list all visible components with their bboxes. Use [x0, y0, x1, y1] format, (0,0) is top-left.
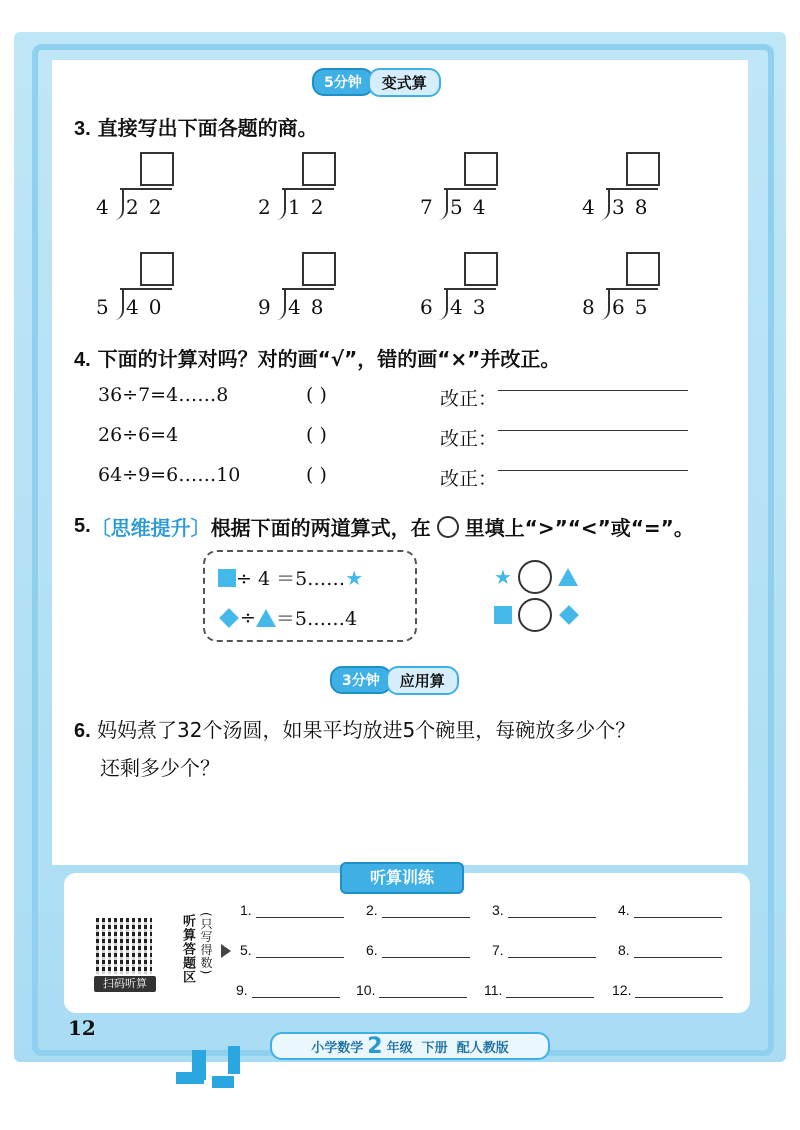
- answer-note: (只写得数): [199, 912, 213, 976]
- division-problem: 6 43: [420, 252, 510, 328]
- answer-parentheses[interactable]: ( ): [306, 464, 327, 486]
- division-problem: 7 54: [420, 152, 510, 228]
- compare-circle[interactable]: [518, 560, 552, 594]
- answer-slot[interactable]: 12.: [612, 982, 723, 998]
- calc-expression: 26÷6=4: [98, 424, 179, 446]
- correction-line[interactable]: [498, 470, 688, 471]
- division-problem: 4 22: [96, 152, 186, 228]
- compare-row-2: [494, 598, 580, 632]
- equation-1: ÷ 4 ＝5…… ★: [218, 564, 363, 591]
- decor-block: [176, 1072, 204, 1084]
- division-problem: 2 12: [258, 152, 348, 228]
- correction-label: 改正：: [440, 388, 498, 410]
- answer-area-label: 听算答题区: [180, 914, 195, 984]
- section-banner-2: [330, 668, 459, 692]
- square-icon: [494, 606, 512, 624]
- question-6: 6. 妈妈煮了32个汤圆，如果平均放进5个碗里，每碗放多少个？: [74, 718, 636, 742]
- answer-box[interactable]: [140, 252, 174, 286]
- section-time: 5分钟: [312, 68, 374, 96]
- compare-circle[interactable]: [518, 598, 552, 632]
- section-label: 变式算: [368, 68, 441, 97]
- division-problem: 8 65: [582, 252, 672, 328]
- division-problem: 9 48: [258, 252, 348, 328]
- answer-box[interactable]: [626, 252, 660, 286]
- answer-slot[interactable]: 2.: [366, 902, 470, 918]
- answer-parentheses[interactable]: ( ): [306, 424, 327, 446]
- question-6-line2: 还剩多少个？: [100, 756, 220, 780]
- answer-slot[interactable]: 5.: [240, 942, 344, 958]
- diamond-icon: [219, 608, 239, 628]
- thinking-tag: 〔思维提升〕: [90, 516, 211, 540]
- answer-slot[interactable]: 9.: [236, 982, 340, 998]
- division-problem: 5 40: [96, 252, 186, 328]
- decor-block: [228, 1046, 240, 1074]
- correction-label: 改正：: [440, 468, 498, 490]
- circle-icon: [437, 516, 459, 538]
- question-3: 3. 直接写出下面各题的商。: [74, 116, 318, 140]
- answer-box[interactable]: [302, 152, 336, 186]
- scan-label: 扫码听算: [94, 976, 156, 992]
- answer-slot[interactable]: 1.: [240, 902, 344, 918]
- answer-box[interactable]: [626, 152, 660, 186]
- star-icon: ★: [345, 565, 364, 590]
- answer-slot[interactable]: 10.: [356, 982, 467, 998]
- compare-row-1: [494, 560, 578, 594]
- correction-line[interactable]: [498, 390, 688, 391]
- division-problem: 4 38: [582, 152, 672, 228]
- decor-block: [212, 1076, 234, 1088]
- triangle-icon: [558, 568, 578, 586]
- equation-2: ÷ ＝5……4: [218, 604, 357, 631]
- answer-slot[interactable]: 11.: [484, 982, 594, 998]
- question-4: 4. 下面的计算对吗？对的画“√”，错的画“×”并改正。: [74, 347, 561, 371]
- correction-line[interactable]: [498, 430, 688, 431]
- answer-box[interactable]: [464, 152, 498, 186]
- answer-box[interactable]: [464, 252, 498, 286]
- calc-expression: 64÷9=6……10: [98, 464, 241, 486]
- section-banner-1: [312, 70, 441, 94]
- answer-box[interactable]: [140, 152, 174, 186]
- answer-slot[interactable]: 3.: [492, 902, 596, 918]
- listening-title: 听算训练: [340, 862, 464, 894]
- calc-expression: 36÷7=4……8: [98, 384, 229, 406]
- arrow-right-icon: [221, 944, 231, 958]
- answer-slot[interactable]: 8.: [618, 942, 722, 958]
- triangle-icon: [256, 609, 276, 627]
- footer-banner: 小学数学 2 年级 下册 配人教版: [270, 1032, 550, 1060]
- section-time: 3分钟: [330, 666, 392, 694]
- answer-slot[interactable]: 7.: [492, 942, 596, 958]
- question-5: 5. 〔思维提升〕 根据下面的两道算式，在 里填上“>”“<”或“=”。: [74, 512, 694, 541]
- section-label: 应用算: [386, 666, 459, 695]
- diamond-icon: [559, 605, 579, 625]
- answer-slot[interactable]: 6.: [366, 942, 470, 958]
- answer-box[interactable]: [302, 252, 336, 286]
- star-icon: ★: [494, 565, 512, 589]
- answer-slot[interactable]: 4.: [618, 902, 722, 918]
- correction-label: 改正：: [440, 428, 498, 450]
- page-number: 12: [68, 1016, 96, 1040]
- square-icon: [218, 569, 236, 587]
- answer-parentheses[interactable]: ( ): [306, 384, 327, 406]
